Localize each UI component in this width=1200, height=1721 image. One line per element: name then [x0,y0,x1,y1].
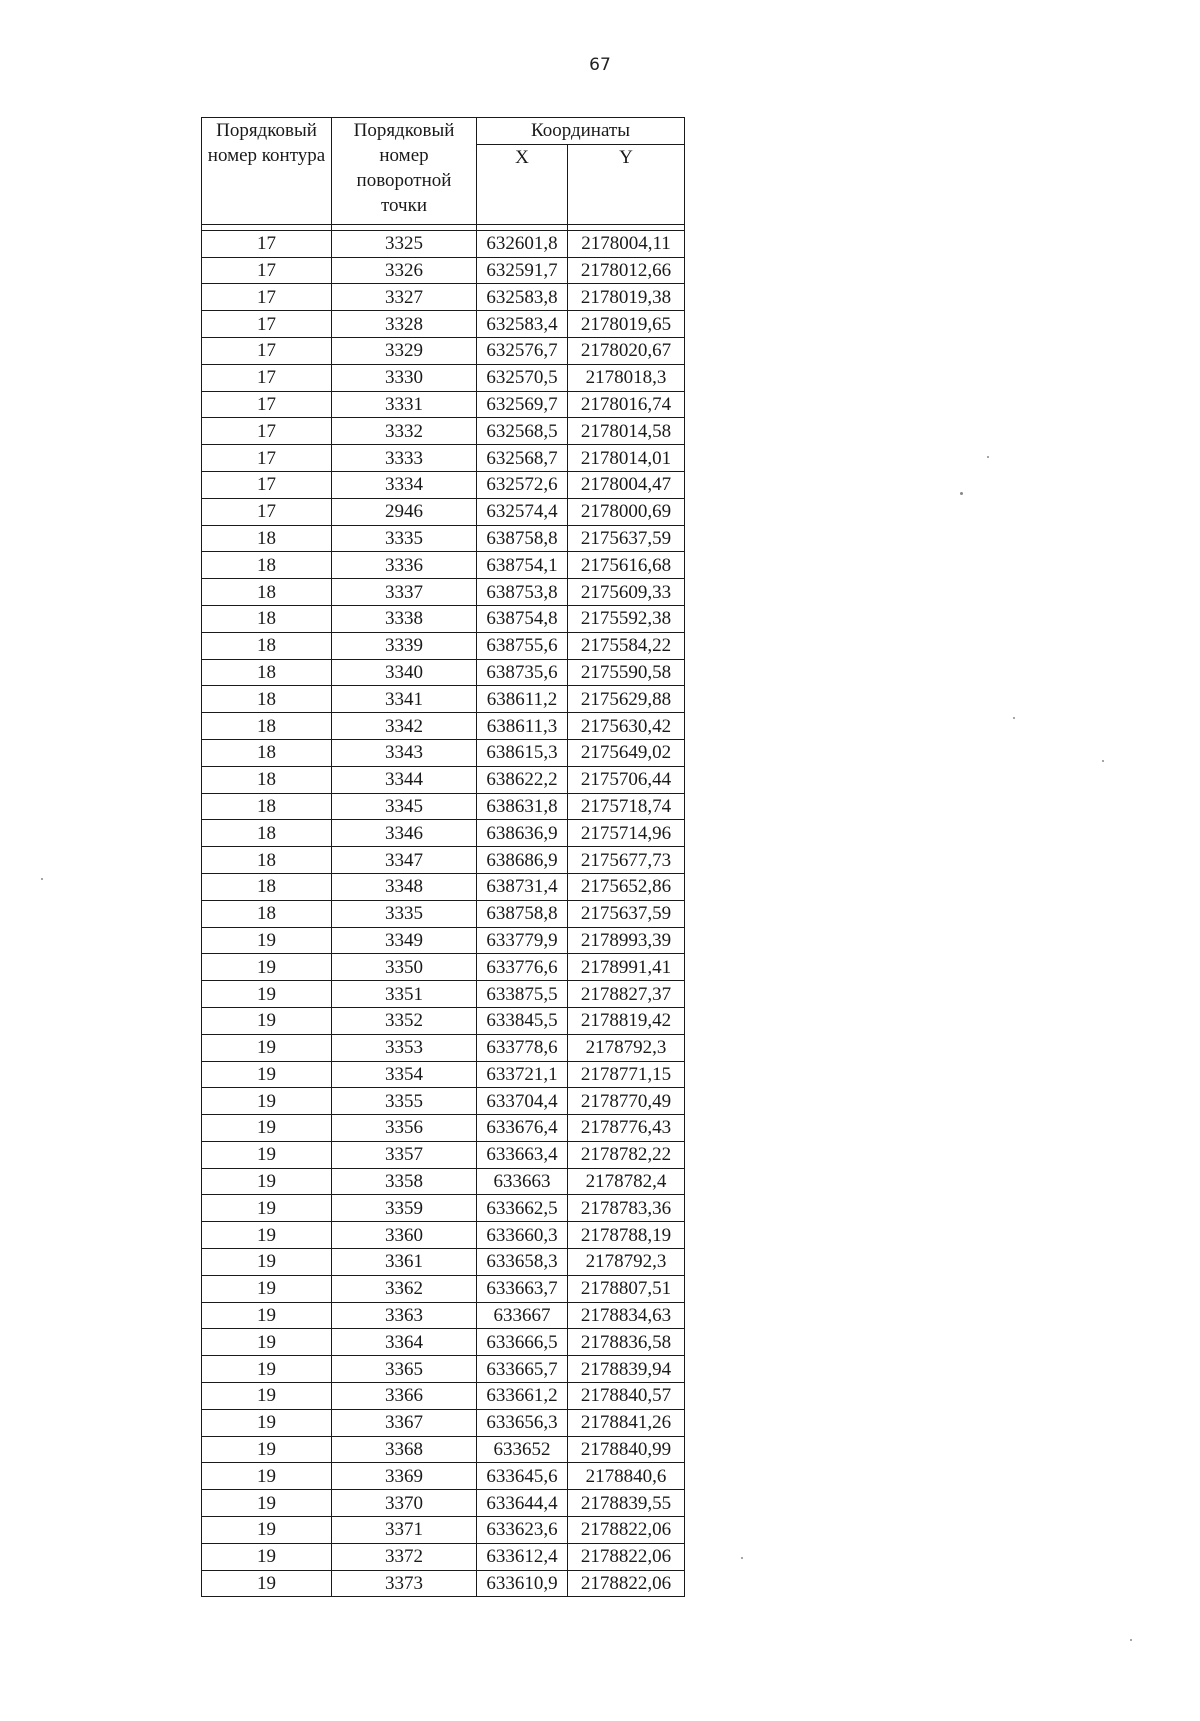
x-coordinate-cell: 638754,8 [477,605,568,632]
contour-number-cell: 19 [202,981,332,1008]
contour-number-cell: 19 [202,1383,332,1410]
y-coordinate-cell: 2178840,99 [568,1436,685,1463]
contour-number-cell: 18 [202,552,332,579]
point-number-cell: 3352 [332,1007,477,1034]
scan-speck [41,878,43,880]
contour-number-cell: 19 [202,1115,332,1142]
table-row [202,1222,685,1249]
y-coordinate-cell: 2178991,41 [568,954,685,981]
point-number-cell: 3368 [332,1436,477,1463]
point-number-cell: 2946 [332,498,477,525]
table-row [202,337,685,364]
contour-number-cell: 19 [202,1329,332,1356]
table-row [202,257,685,284]
y-coordinate-cell: 2175706,44 [568,766,685,793]
point-number-cell: 3348 [332,873,477,900]
table-row [202,713,685,740]
y-coordinate-cell: 2178839,55 [568,1490,685,1517]
contour-number-cell: 18 [202,793,332,820]
table-row [202,1356,685,1383]
contour-number-cell: 18 [202,525,332,552]
y-coordinate-cell: 2175649,02 [568,739,685,766]
x-coordinate-cell: 638753,8 [477,579,568,606]
x-coordinate-cell: 633662,5 [477,1195,568,1222]
table-row [202,686,685,713]
point-number-cell: 3335 [332,525,477,552]
x-coordinate-cell: 633623,6 [477,1517,568,1544]
point-number-cell: 3344 [332,766,477,793]
table-row [202,632,685,659]
y-coordinate-cell: 2175609,33 [568,579,685,606]
y-coordinate-cell: 2178012,66 [568,257,685,284]
table-row [202,1168,685,1195]
table-row [202,364,685,391]
x-coordinate-cell: 638611,3 [477,713,568,740]
contour-number-cell: 17 [202,418,332,445]
contour-number-cell: 18 [202,900,332,927]
x-coordinate-cell: 632569,7 [477,391,568,418]
x-coordinate-cell: 638631,8 [477,793,568,820]
y-coordinate-cell: 2178840,6 [568,1463,685,1490]
x-coordinate-cell: 633660,3 [477,1222,568,1249]
x-coordinate-cell: 638758,8 [477,525,568,552]
contour-number-cell: 19 [202,927,332,954]
contour-number-cell: 19 [202,1517,332,1544]
table-row [202,820,685,847]
table-body [202,224,685,1597]
point-number-cell: 3350 [332,954,477,981]
contour-number-cell: 17 [202,498,332,525]
y-coordinate-cell: 2175630,42 [568,713,685,740]
y-coordinate-cell: 2175652,86 [568,873,685,900]
x-coordinate-cell: 638754,1 [477,552,568,579]
table-row [202,1490,685,1517]
point-number-cell: 3330 [332,364,477,391]
y-coordinate-cell: 2175637,59 [568,525,685,552]
point-number-cell: 3340 [332,659,477,686]
contour-number-cell: 19 [202,1302,332,1329]
contour-number-cell: 17 [202,364,332,391]
x-coordinate-cell: 638622,2 [477,766,568,793]
x-coordinate-cell: 632583,8 [477,284,568,311]
table-row [202,766,685,793]
point-number-cell: 3349 [332,927,477,954]
point-number-cell: 3364 [332,1329,477,1356]
point-number-cell: 3356 [332,1115,477,1142]
point-number-cell: 3345 [332,793,477,820]
point-number-cell: 3370 [332,1490,477,1517]
y-coordinate-cell: 2178819,42 [568,1007,685,1034]
x-coordinate-cell: 633667 [477,1302,568,1329]
x-coordinate-cell: 633778,6 [477,1034,568,1061]
contour-number-cell: 18 [202,686,332,713]
point-number-cell: 3372 [332,1543,477,1570]
point-number-cell: 3362 [332,1275,477,1302]
point-number-cell: 3366 [332,1383,477,1410]
contour-number-cell: 18 [202,873,332,900]
table-row [202,311,685,338]
y-coordinate-cell: 2175590,58 [568,659,685,686]
x-coordinate-cell: 633652 [477,1436,568,1463]
contour-number-cell: 17 [202,337,332,364]
contour-number-cell: 18 [202,820,332,847]
y-coordinate-cell: 2178840,57 [568,1383,685,1410]
point-number-cell: 3341 [332,686,477,713]
x-coordinate-cell: 633776,6 [477,954,568,981]
contour-number-cell: 17 [202,445,332,472]
table-row [202,739,685,766]
point-number-cell: 3343 [332,739,477,766]
x-coordinate-cell: 638755,6 [477,632,568,659]
contour-number-cell: 18 [202,766,332,793]
y-coordinate-cell: 2175629,88 [568,686,685,713]
point-number-cell: 3327 [332,284,477,311]
contour-number-cell: 19 [202,954,332,981]
table-row [202,418,685,445]
x-coordinate-cell: 632601,8 [477,230,568,257]
y-coordinate-cell: 2178004,47 [568,471,685,498]
y-coordinate-cell: 2178836,58 [568,1329,685,1356]
table-row [202,981,685,1008]
x-coordinate-cell: 633704,4 [477,1088,568,1115]
table-row [202,1409,685,1436]
x-coordinate-cell: 638735,6 [477,659,568,686]
contour-number-cell: 19 [202,1490,332,1517]
contour-number-cell: 18 [202,713,332,740]
table-row [202,1275,685,1302]
x-coordinate-cell: 633845,5 [477,1007,568,1034]
table-row [202,659,685,686]
contour-number-cell: 18 [202,659,332,686]
point-number-cell: 3355 [332,1088,477,1115]
y-coordinate-cell: 2178788,19 [568,1222,685,1249]
y-coordinate-cell: 2175714,96 [568,820,685,847]
x-coordinate-cell: 632591,7 [477,257,568,284]
x-coordinate-cell: 633656,3 [477,1409,568,1436]
table-header [202,118,685,225]
point-number-cell: 3358 [332,1168,477,1195]
header-point-number: Порядковый номер поворотной точки [332,118,477,225]
contour-number-cell: 17 [202,230,332,257]
table-row [202,1115,685,1142]
table-row [202,1088,685,1115]
table-row [202,1463,685,1490]
point-number-cell: 3336 [332,552,477,579]
contour-number-cell: 19 [202,1222,332,1249]
table-row [202,605,685,632]
x-coordinate-cell: 633875,5 [477,981,568,1008]
table-row [202,873,685,900]
x-coordinate-cell: 638636,9 [477,820,568,847]
point-number-cell: 3329 [332,337,477,364]
table-row [202,1249,685,1276]
point-number-cell: 3331 [332,391,477,418]
x-coordinate-cell: 632570,5 [477,364,568,391]
x-coordinate-cell: 632574,4 [477,498,568,525]
table-row [202,1061,685,1088]
y-coordinate-cell: 2178782,4 [568,1168,685,1195]
y-coordinate-cell: 2178839,94 [568,1356,685,1383]
y-coordinate-cell: 2175677,73 [568,847,685,874]
x-coordinate-cell: 638615,3 [477,739,568,766]
x-coordinate-cell: 638611,2 [477,686,568,713]
x-coordinate-cell: 633658,3 [477,1249,568,1276]
table-row [202,391,685,418]
contour-number-cell: 17 [202,257,332,284]
x-coordinate-cell: 633665,7 [477,1356,568,1383]
contour-number-cell: 19 [202,1356,332,1383]
y-coordinate-cell: 2175592,38 [568,605,685,632]
table-row [202,847,685,874]
y-coordinate-cell: 2178993,39 [568,927,685,954]
contour-number-cell: 18 [202,605,332,632]
contour-number-cell: 19 [202,1195,332,1222]
table-row [202,498,685,525]
scan-speck [1102,760,1104,762]
coordinates-table [201,117,685,1597]
point-number-cell: 3326 [332,257,477,284]
point-number-cell: 3360 [332,1222,477,1249]
x-coordinate-cell: 632572,6 [477,471,568,498]
x-coordinate-cell: 638686,9 [477,847,568,874]
y-coordinate-cell: 2178016,74 [568,391,685,418]
x-coordinate-cell: 633661,2 [477,1383,568,1410]
table-row [202,927,685,954]
table-row [202,471,685,498]
y-coordinate-cell: 2178834,63 [568,1302,685,1329]
table-row [202,1007,685,1034]
y-coordinate-cell: 2178014,01 [568,445,685,472]
y-coordinate-cell: 2178783,36 [568,1195,685,1222]
table-row [202,1141,685,1168]
point-number-cell: 3371 [332,1517,477,1544]
point-number-cell: 3333 [332,445,477,472]
contour-number-cell: 19 [202,1543,332,1570]
table-row [202,284,685,311]
point-number-cell: 3338 [332,605,477,632]
y-coordinate-cell: 2178807,51 [568,1275,685,1302]
x-coordinate-cell: 633663,4 [477,1141,568,1168]
y-coordinate-cell: 2175637,59 [568,900,685,927]
y-coordinate-cell: 2178782,22 [568,1141,685,1168]
contour-number-cell: 17 [202,471,332,498]
x-coordinate-cell: 632568,7 [477,445,568,472]
table-row [202,793,685,820]
table-row [202,1329,685,1356]
table-row [202,1517,685,1544]
x-coordinate-cell: 633663 [477,1168,568,1195]
x-coordinate-cell: 632576,7 [477,337,568,364]
table-row [202,900,685,927]
table-row [202,1383,685,1410]
x-coordinate-cell: 633645,6 [477,1463,568,1490]
scan-speck [1130,1639,1132,1641]
contour-number-cell: 17 [202,284,332,311]
header-coordinates: Координаты [477,118,685,145]
x-coordinate-cell: 633663,7 [477,1275,568,1302]
contour-number-cell: 18 [202,632,332,659]
x-coordinate-cell: 633666,5 [477,1329,568,1356]
table-row [202,579,685,606]
point-number-cell: 3339 [332,632,477,659]
x-coordinate-cell: 633610,9 [477,1570,568,1597]
point-number-cell: 3335 [332,900,477,927]
page-number: 67 [589,55,611,75]
point-number-cell: 3332 [332,418,477,445]
x-coordinate-cell: 633612,4 [477,1543,568,1570]
y-coordinate-cell: 2178822,06 [568,1570,685,1597]
y-coordinate-cell: 2178776,43 [568,1115,685,1142]
contour-number-cell: 19 [202,1007,332,1034]
contour-number-cell: 19 [202,1141,332,1168]
x-coordinate-cell: 633676,4 [477,1115,568,1142]
contour-number-cell: 17 [202,391,332,418]
x-coordinate-cell: 638758,8 [477,900,568,927]
x-coordinate-cell: 632568,5 [477,418,568,445]
contour-number-cell: 19 [202,1436,332,1463]
y-coordinate-cell: 2175616,68 [568,552,685,579]
header-contour-number: Порядковый номер контура [202,118,332,225]
point-number-cell: 3361 [332,1249,477,1276]
x-coordinate-cell: 638731,4 [477,873,568,900]
table-row [202,552,685,579]
y-coordinate-cell: 2178004,11 [568,230,685,257]
header-y: Y [568,144,685,224]
point-number-cell: 3354 [332,1061,477,1088]
x-coordinate-cell: 632583,4 [477,311,568,338]
contour-number-cell: 19 [202,1088,332,1115]
point-number-cell: 3363 [332,1302,477,1329]
point-number-cell: 3346 [332,820,477,847]
table-row [202,1543,685,1570]
y-coordinate-cell: 2178000,69 [568,498,685,525]
y-coordinate-cell: 2178827,37 [568,981,685,1008]
table-row [202,230,685,257]
header-x: X [477,144,568,224]
contour-number-cell: 19 [202,1570,332,1597]
contour-number-cell: 19 [202,1249,332,1276]
table-row [202,1302,685,1329]
point-number-cell: 3367 [332,1409,477,1436]
point-number-cell: 3359 [332,1195,477,1222]
point-number-cell: 3357 [332,1141,477,1168]
point-number-cell: 3353 [332,1034,477,1061]
contour-number-cell: 19 [202,1275,332,1302]
point-number-cell: 3369 [332,1463,477,1490]
contour-number-cell: 19 [202,1168,332,1195]
x-coordinate-cell: 633721,1 [477,1061,568,1088]
y-coordinate-cell: 2178019,65 [568,311,685,338]
y-coordinate-cell: 2178014,58 [568,418,685,445]
contour-number-cell: 18 [202,739,332,766]
y-coordinate-cell: 2175584,22 [568,632,685,659]
contour-number-cell: 19 [202,1061,332,1088]
y-coordinate-cell: 2178792,3 [568,1249,685,1276]
contour-number-cell: 17 [202,311,332,338]
scan-speck [987,456,989,458]
y-coordinate-cell: 2178841,26 [568,1409,685,1436]
y-coordinate-cell: 2178822,06 [568,1543,685,1570]
contour-number-cell: 19 [202,1034,332,1061]
x-coordinate-cell: 633644,4 [477,1490,568,1517]
y-coordinate-cell: 2178019,38 [568,284,685,311]
point-number-cell: 3325 [332,230,477,257]
y-coordinate-cell: 2178018,3 [568,364,685,391]
point-number-cell: 3342 [332,713,477,740]
point-number-cell: 3373 [332,1570,477,1597]
scan-speck [1013,717,1015,719]
point-number-cell: 3337 [332,579,477,606]
y-coordinate-cell: 2178822,06 [568,1517,685,1544]
table-row [202,525,685,552]
table-row [202,1570,685,1597]
x-coordinate-cell: 633779,9 [477,927,568,954]
y-coordinate-cell: 2178770,49 [568,1088,685,1115]
y-coordinate-cell: 2178792,3 [568,1034,685,1061]
point-number-cell: 3351 [332,981,477,1008]
scan-speck [741,1557,743,1559]
contour-number-cell: 19 [202,1463,332,1490]
point-number-cell: 3365 [332,1356,477,1383]
table-row [202,1195,685,1222]
y-coordinate-cell: 2178771,15 [568,1061,685,1088]
table-row [202,1436,685,1463]
y-coordinate-cell: 2178020,67 [568,337,685,364]
point-number-cell: 3334 [332,471,477,498]
scan-speck [960,492,963,495]
y-coordinate-cell: 2175718,74 [568,793,685,820]
point-number-cell: 3347 [332,847,477,874]
table-row [202,445,685,472]
point-number-cell: 3328 [332,311,477,338]
contour-number-cell: 19 [202,1409,332,1436]
contour-number-cell: 18 [202,579,332,606]
table-row [202,954,685,981]
contour-number-cell: 18 [202,847,332,874]
table-row [202,1034,685,1061]
